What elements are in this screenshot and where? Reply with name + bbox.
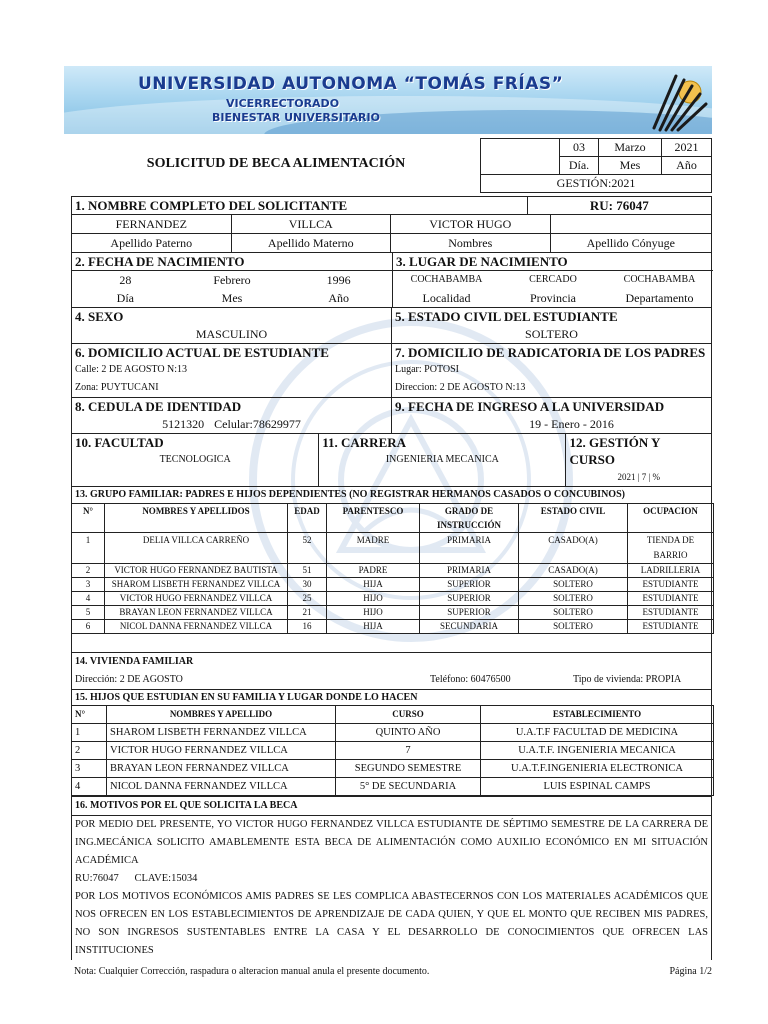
provincia-value: CERCADO: [529, 274, 577, 285]
family-table-row: [72, 592, 714, 606]
family-table-cell: 16: [288, 620, 327, 634]
family-table-cell: NICOL DANNA FERNANDEZ VILLCA: [105, 620, 288, 634]
children-table-cell: 3: [72, 760, 107, 778]
children-table-cell: QUINTO AÑO: [336, 724, 481, 742]
birth-place-block: [393, 253, 713, 307]
localidad-label: Localidad: [422, 291, 471, 305]
family-table-cell: ESTUDIANTE: [628, 578, 714, 592]
children-col-header: CURSO: [336, 706, 481, 724]
university-logo-icon: [646, 68, 708, 132]
course-block: [566, 434, 711, 486]
vicerrectorado-label: VICERRECTORADO: [226, 97, 340, 110]
children-table-row: [72, 724, 714, 742]
family-table-cell: DELIA VILLCA CARREÑO: [105, 533, 288, 564]
housing-line: [72, 671, 711, 689]
section-13-heading: 13. GRUPO FAMILIAR: PADRES E HIJOS DEPENDIENTES (NO REGISTRAR HERMANOS CASADOS O CONCUBINOS): [75, 489, 625, 500]
family-table-cell: CASADO(A): [519, 533, 628, 564]
housing-phone: Teléfono: 60476500: [430, 674, 511, 685]
celular-value: Celular:78629977: [214, 417, 301, 431]
family-table-cell: SUPERIOR: [420, 592, 519, 606]
section-studying-children: [71, 690, 712, 797]
section-4-heading: 4. SEXO: [75, 309, 124, 324]
section-address: [71, 344, 712, 398]
children-table-cell: VICTOR HUGO FERNANDEZ VILLCA: [107, 742, 336, 760]
birth-year-label: Año: [328, 291, 350, 305]
form-title: SOLICITUD DE BECA ALIMENTACIÓN: [146, 156, 406, 171]
apellido-materno-label: Apellido Materno: [232, 234, 392, 252]
section-10-heading: 10. FACULTAD: [75, 435, 164, 450]
apellido-conyuge-value: [551, 215, 712, 233]
family-col-header: NOMBRES Y APELLIDOS: [105, 504, 288, 533]
section-11-heading: 11. CARRERA: [322, 435, 407, 450]
children-table-cell: SEGUNDO SEMESTRE: [336, 760, 481, 778]
children-table-cell: BRAYAN LEON FERNANDEZ VILLCA: [107, 760, 336, 778]
family-table-row: [72, 606, 714, 620]
reasons-paragraph-1: POR MEDIO DEL PRESENTE, YO VICTOR HUGO FERNANDEZ VILLCA ESTUDIANTE DE SÉPTIMO SEMESTRE DE LA CARRERA DE ING.MECÁNICA SOLICITO AMABLEMENTE ESTA BECA DE ALIMENTACIÓN COMO AUXILIO ECONÓMICO EN MI SITUACIÓN ACADÉMICA: [72, 815, 711, 870]
faculty-block: [72, 434, 319, 486]
family-table-cell: SOLTERO: [519, 606, 628, 620]
children-table-cell: SHAROM LISBETH FERNANDEZ VILLCA: [107, 724, 336, 742]
family-table-cell: VICTOR HUGO FERNANDEZ VILLCA: [105, 592, 288, 606]
id-block: [72, 398, 392, 433]
career-value: INGENIERIA MECANICA: [385, 454, 499, 465]
children-table-body: [72, 724, 714, 796]
gestion-label: GESTIÓN:2021: [481, 175, 712, 193]
children-table-cell: 5° DE SECUNDARIA: [336, 778, 481, 796]
birth-month-label: Mes: [221, 291, 243, 305]
section-16-heading: 16. MOTIVOS POR EL QUE SOLICITA LA BECA: [75, 800, 298, 811]
section-id-entry: [71, 398, 712, 434]
birth-day-value: 28: [119, 273, 132, 287]
apellido-paterno-value: FERNANDEZ: [72, 215, 232, 233]
course-value: 2021 | 7 | %: [617, 472, 661, 482]
student-street: Calle: 2 DE AGOSTO N:13: [75, 364, 188, 375]
student-zone: Zona: PUYTUCANI: [75, 382, 159, 393]
family-col-header: N°: [72, 504, 105, 533]
date-table: [480, 138, 712, 193]
children-table-cell: 4: [72, 778, 107, 796]
family-table-cell: 6: [72, 620, 105, 634]
birth-year-value: 1996: [326, 273, 351, 287]
family-col-header: GRADO DE INSTRUCCIÓN: [420, 504, 519, 533]
bienestar-label: BIENESTAR UNIVERSITARIO: [212, 111, 380, 124]
section-9-heading: 9. FECHA DE INGRESO A LA UNIVERSIDAD: [395, 399, 665, 414]
family-table-cell: ESTUDIANTE: [628, 592, 714, 606]
children-table-row: [72, 778, 714, 796]
children-table-row: [72, 742, 714, 760]
faculty-value: TECNOLOGICA: [159, 454, 231, 465]
sex-block: [72, 308, 392, 343]
date-blank-cell: [481, 139, 560, 157]
section-12-heading: 12. GESTIÓN Y CURSO: [569, 435, 660, 467]
birth-date-block: [72, 253, 393, 307]
family-table-body: [72, 533, 714, 634]
family-table: [71, 503, 714, 634]
family-table-cell: SHAROM LISBETH FERNANDEZ VILLCA: [105, 578, 288, 592]
section-15-heading: 15. HIJOS QUE ESTUDIAN EN SU FAMILIA Y LUGAR DONDE LO HACEN: [75, 692, 418, 703]
children-table-cell: U.A.T.F FACULTAD DE MEDICINA: [481, 724, 714, 742]
header-banner: [64, 66, 712, 134]
family-table-cell: CASADO(A): [519, 564, 628, 578]
section-2-heading: 2. FECHA DE NACIMIENTO: [75, 254, 245, 269]
family-table-cell: HIJO: [327, 592, 420, 606]
ci-value: 5121320: [162, 417, 205, 431]
section-7-heading: 7. DOMICILIO DE RADICATORIA DE LOS PADRES: [395, 345, 706, 360]
date-blank-cell: [481, 157, 560, 175]
family-col-header: EDAD: [288, 504, 327, 533]
family-table-cell: HIJO: [327, 606, 420, 620]
family-table-cell: 51: [288, 564, 327, 578]
children-table-cell: U.A.T.F. INGENIERIA MECANICA: [481, 742, 714, 760]
family-col-header: PARENTESCO: [327, 504, 420, 533]
family-table-cell: 4: [72, 592, 105, 606]
entry-date-value: 19 - Enero - 2016: [529, 417, 614, 431]
family-table-cell: PRIMARIA: [420, 564, 519, 578]
apellido-conyuge-label: Apellido Cónyuge: [586, 236, 675, 250]
date-month: Marzo: [599, 139, 662, 157]
housing-type: Tipo de vivienda: PROPIA: [573, 674, 682, 685]
family-col-header: OCUPACION: [628, 504, 714, 533]
family-table-cell: SOLTERO: [519, 620, 628, 634]
family-table-row: [72, 564, 714, 578]
family-table-cell: 52: [288, 533, 327, 564]
localidad-value: COCHABAMBA: [410, 274, 483, 285]
family-col-header: ESTADO CIVIL: [519, 504, 628, 533]
page-number: Página 1/2: [669, 966, 712, 977]
apellido-paterno-label: Apellido Paterno: [72, 234, 232, 252]
children-table-row: [72, 760, 714, 778]
reasons-ru-line: [72, 870, 711, 888]
departamento-label: Departamento: [625, 291, 694, 305]
date-month-label: Mes: [599, 157, 662, 175]
date-day-label: Día.: [560, 157, 599, 175]
family-table-spacer: [72, 634, 711, 652]
id-line: [72, 415, 391, 433]
family-table-cell: 3: [72, 578, 105, 592]
section-applicant-name: [71, 196, 712, 253]
children-table-cell: LUIS ESPINAL CAMPS: [481, 778, 714, 796]
sex-value: MASCULINO: [195, 327, 268, 341]
family-table-cell: 30: [288, 578, 327, 592]
apellido-materno-value: VILLCA: [232, 215, 392, 233]
date-year: 2021: [662, 139, 712, 157]
section-14-heading: 14. VIVIENDA FAMILIAR: [75, 656, 194, 667]
children-table-cell: 1: [72, 724, 107, 742]
parents-address: Direccion: 2 DE AGOSTO N:13: [395, 382, 526, 393]
section-8-heading: 8. CEDULA DE IDENTIDAD: [75, 399, 242, 414]
housing-address: Dirección: 2 DE AGOSTO: [75, 674, 183, 685]
footer-note: Nota: Cualquier Corrección, raspadura o alteracion manual anula el presente documento.: [74, 966, 430, 977]
family-table-cell: 1: [72, 533, 105, 564]
section-6-heading: 6. DOMICILIO ACTUAL DE ESTUDIANTE: [75, 345, 329, 360]
family-table-cell: SOLTERO: [519, 578, 628, 592]
section-3-heading: 3. LUGAR DE NACIMIENTO: [396, 254, 568, 269]
studying-children-table: [71, 705, 714, 796]
parents-place: Lugar: POTOSI: [395, 364, 459, 375]
form-body: [71, 196, 712, 960]
family-table-cell: TIENDA DE BARRIO: [628, 533, 714, 564]
family-table-cell: ESTUDIANTE: [628, 620, 714, 634]
children-table-cell: 2: [72, 742, 107, 760]
parents-address-block: [392, 344, 711, 397]
family-table-cell: VICTOR HUGO FERNANDEZ BAUTISTA: [105, 564, 288, 578]
ru-value: RU: 76047: [589, 198, 649, 213]
date-day: 03: [560, 139, 599, 157]
family-table-cell: PADRE: [327, 564, 420, 578]
civil-status-value: SOLTERO: [525, 327, 578, 341]
family-table-cell: HIJA: [327, 620, 420, 634]
family-table-cell: 2: [72, 564, 105, 578]
section-birth: [71, 253, 712, 308]
family-table-cell: BRAYAN LEON FERNANDEZ VILLCA: [105, 606, 288, 620]
section-5-heading: 5. ESTADO CIVIL DEL ESTUDIANTE: [395, 309, 618, 324]
career-block: [319, 434, 566, 486]
section-housing: [71, 653, 712, 690]
children-col-header: N°: [72, 706, 107, 724]
section-1-heading: 1. NOMBRE COMPLETO DEL SOLICITANTE: [72, 197, 528, 214]
family-table-cell: 5: [72, 606, 105, 620]
section-sex-civil: [71, 308, 712, 344]
entry-date-block: [392, 398, 711, 433]
date-year-label: Año: [662, 157, 712, 175]
birth-day-label: Día: [116, 291, 134, 305]
family-table-cell: ESTUDIANTE: [628, 606, 714, 620]
reasons-paragraph-2: POR LOS MOTIVOS ECONÓMICOS AMIS PADRES SE LES COMPLICA ABASTECERNOS CON LOS MATERIALES ACADÉMICOS QUE NOS OFRECEN EN LOS ESTABLECIMIENTOS DE APRENDIZAJE DE CADA QUIEN, Y QUE EL MONTO QUE RECIBEN MIS PADRES, NO SON INGRESOS SUSTENTABLES ENTRE LA CASA Y EL DESARROLLO DE CONOCIMIENTOS QUE OFRECEN LAS INSTITUCIONES: [75, 891, 708, 956]
nombres-label: Nombres: [391, 234, 551, 252]
family-table-cell: HIJA: [327, 578, 420, 592]
birth-month-value: Febrero: [213, 273, 251, 287]
family-table-cell: SUPERIOR: [420, 578, 519, 592]
children-table-cell: U.A.T.F.INGENIERIA ELECTRONICA: [481, 760, 714, 778]
reasons-ru: RU:76047: [75, 873, 119, 884]
provincia-label: Provincia: [530, 291, 576, 305]
children-col-header: ESTABLECIMIENTO: [481, 706, 714, 724]
civil-status-block: [392, 308, 711, 343]
section-family-group: [71, 487, 712, 653]
family-table-row: [72, 620, 714, 634]
family-table-cell: SOLTERO: [519, 592, 628, 606]
family-table-cell: 21: [288, 606, 327, 620]
section-reasons: [71, 797, 712, 960]
departamento-value: COCHABAMBA: [623, 274, 696, 285]
reasons-clave: CLAVE:15034: [134, 873, 198, 884]
family-table-row: [72, 578, 714, 592]
family-table-cell: PRIMARIA: [420, 533, 519, 564]
family-table-cell: 25: [288, 592, 327, 606]
family-table-cell: SECUNDARIA: [420, 620, 519, 634]
children-table-cell: NICOL DANNA FERNANDEZ VILLCA: [107, 778, 336, 796]
family-table-cell: LADRILLERIA: [628, 564, 714, 578]
family-table-row: [72, 533, 714, 564]
family-table-cell: SUPERIOR: [420, 606, 519, 620]
family-table-cell: MADRE: [327, 533, 420, 564]
nombres-value: VICTOR HUGO: [391, 215, 551, 233]
university-title: UNIVERSIDAD AUTONOMA “TOMÁS FRÍAS”: [138, 74, 564, 94]
section-faculty: [71, 434, 712, 487]
children-col-header: NOMBRES Y APELLIDO: [107, 706, 336, 724]
children-table-cell: 7: [336, 742, 481, 760]
student-address-block: [72, 344, 392, 397]
